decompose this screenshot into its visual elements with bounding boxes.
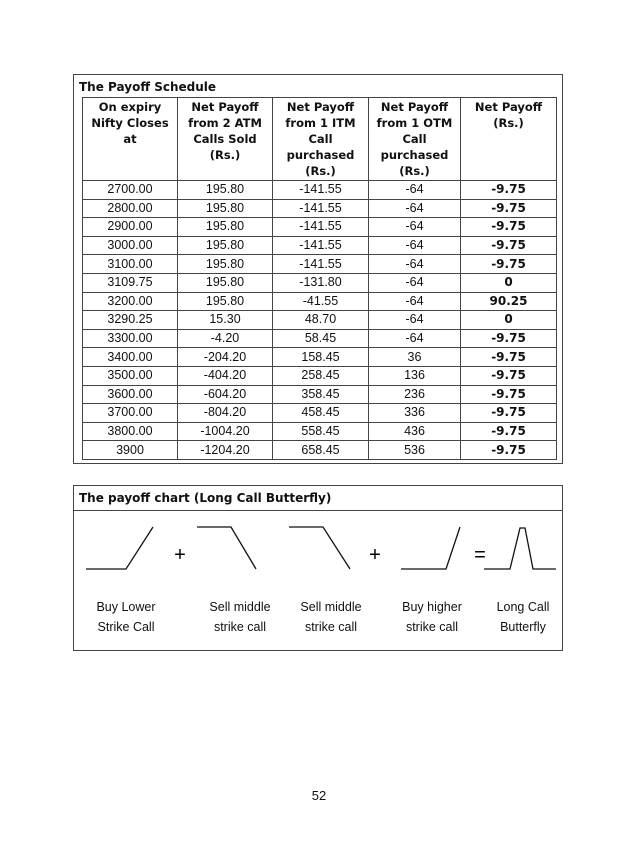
sell-middle-strike-call-diagram-2	[289, 527, 350, 569]
table-row	[83, 385, 557, 404]
nifty-close-cell: 3290.25	[83, 311, 178, 330]
itm-call-cell: -141.55	[273, 181, 369, 200]
atm-calls-sold-cell: -1004.20	[178, 422, 273, 441]
net-payoff-cell: -9.75	[461, 348, 557, 367]
payoff-chart-title: The payoff chart (Long Call Butterfly)	[79, 491, 332, 505]
itm-call-cell: -41.55	[273, 292, 369, 311]
net-payoff-cell: -9.75	[461, 329, 557, 348]
nifty-close-cell: 3800.00	[83, 422, 178, 441]
otm-call-cell: -64	[369, 311, 461, 330]
atm-calls-sold-cell: 195.80	[178, 255, 273, 274]
nifty-close-cell: 3100.00	[83, 255, 178, 274]
otm-call-cell: -64	[369, 218, 461, 237]
itm-call-cell: -141.55	[273, 236, 369, 255]
atm-calls-sold-cell: 195.80	[178, 199, 273, 218]
nifty-close-cell: 3700.00	[83, 404, 178, 423]
nifty-close-cell: 3400.00	[83, 348, 178, 367]
nifty-close-cell: 3900	[83, 441, 178, 460]
atm-calls-sold-cell: 195.80	[178, 218, 273, 237]
table-row	[83, 441, 557, 460]
equals-operator: =	[474, 544, 486, 566]
table-header-row	[83, 98, 557, 181]
atm-calls-sold-cell: -1204.20	[178, 441, 273, 460]
nifty-close-cell: 2900.00	[83, 218, 178, 237]
itm-call-cell: -141.55	[273, 218, 369, 237]
atm-calls-sold-cell: -4.20	[178, 329, 273, 348]
itm-call-cell: 258.45	[273, 366, 369, 385]
nifty-close-cell: 3200.00	[83, 292, 178, 311]
nifty-close-cell: 3109.75	[83, 273, 178, 292]
net-payoff-cell: 0	[461, 273, 557, 292]
header-atm-calls-sold: Net Payoff from 2 ATM Calls Sold (Rs.)	[178, 98, 273, 181]
net-payoff-cell: -9.75	[461, 422, 557, 441]
otm-call-cell: 536	[369, 441, 461, 460]
table-row	[83, 348, 557, 367]
nifty-close-cell: 2800.00	[83, 199, 178, 218]
caption-sell-middle-strike-call-1: Sell middle strike call	[209, 600, 271, 634]
table-row	[83, 255, 557, 274]
table-row	[83, 422, 557, 441]
otm-call-cell: -64	[369, 329, 461, 348]
otm-call-cell: 136	[369, 366, 461, 385]
nifty-close-cell: 3600.00	[83, 385, 178, 404]
header-otm-call-purchased: Net Payoff from 1 OTM Call purchased (Rs.)	[369, 98, 461, 181]
header-nifty-close: On expiry Nifty Closes at	[83, 98, 178, 181]
otm-call-cell: -64	[369, 255, 461, 274]
nifty-close-cell: 3500.00	[83, 366, 178, 385]
page-number: 52	[311, 788, 327, 803]
payoff-schedule-table	[82, 97, 557, 460]
caption-buy-lower-strike-call: Buy Lower Strike Call	[96, 600, 156, 634]
atm-calls-sold-cell: 195.80	[178, 236, 273, 255]
table-row	[83, 181, 557, 200]
otm-call-cell: 436	[369, 422, 461, 441]
plus-operator-1: +	[174, 544, 186, 566]
payoff-chart-box	[73, 485, 563, 651]
net-payoff-cell: 0	[461, 311, 557, 330]
atm-calls-sold-cell: -404.20	[178, 366, 273, 385]
itm-call-cell: 158.45	[273, 348, 369, 367]
nifty-close-cell: 3000.00	[83, 236, 178, 255]
net-payoff-cell: -9.75	[461, 441, 557, 460]
table-row	[83, 404, 557, 423]
atm-calls-sold-cell: -604.20	[178, 385, 273, 404]
itm-call-cell: 48.70	[273, 311, 369, 330]
atm-calls-sold-cell: 195.80	[178, 273, 273, 292]
net-payoff-cell: 90.25	[461, 292, 557, 311]
net-payoff-cell: -9.75	[461, 366, 557, 385]
itm-call-cell: 658.45	[273, 441, 369, 460]
table-row	[83, 329, 557, 348]
long-call-butterfly-diagram	[484, 528, 556, 569]
itm-call-cell: -141.55	[273, 255, 369, 274]
payoff-schedule-box	[73, 74, 563, 464]
otm-call-cell: -64	[369, 199, 461, 218]
table-row	[83, 218, 557, 237]
otm-call-cell: -64	[369, 181, 461, 200]
nifty-close-cell: 2700.00	[83, 181, 178, 200]
itm-call-cell: 458.45	[273, 404, 369, 423]
otm-call-cell: 236	[369, 385, 461, 404]
caption-long-call-butterfly: Long Call Butterfly	[496, 600, 550, 634]
itm-call-cell: -131.80	[273, 273, 369, 292]
buy-lower-strike-call-diagram	[86, 527, 153, 569]
itm-call-cell: 558.45	[273, 422, 369, 441]
atm-calls-sold-cell: 195.80	[178, 181, 273, 200]
header-itm-call-purchased: Net Payoff from 1 ITM Call purchased (Rs.)	[273, 98, 369, 181]
payoff-table-body	[83, 181, 557, 460]
otm-call-cell: 336	[369, 404, 461, 423]
atm-calls-sold-cell: -804.20	[178, 404, 273, 423]
sell-middle-strike-call-diagram-1	[197, 527, 256, 569]
nifty-close-cell: 3300.00	[83, 329, 178, 348]
table-row	[83, 366, 557, 385]
table-row	[83, 311, 557, 330]
net-payoff-cell: -9.75	[461, 218, 557, 237]
otm-call-cell: -64	[369, 236, 461, 255]
atm-calls-sold-cell: -204.20	[178, 348, 273, 367]
buy-higher-strike-call-diagram	[401, 527, 460, 569]
net-payoff-cell: -9.75	[461, 404, 557, 423]
net-payoff-cell: -9.75	[461, 385, 557, 404]
atm-calls-sold-cell: 195.80	[178, 292, 273, 311]
atm-calls-sold-cell: 15.30	[178, 311, 273, 330]
itm-call-cell: 58.45	[273, 329, 369, 348]
payoff-schedule-title: The Payoff Schedule	[79, 80, 217, 94]
table-row	[83, 292, 557, 311]
table-row	[83, 236, 557, 255]
net-payoff-cell: -9.75	[461, 236, 557, 255]
otm-call-cell: -64	[369, 273, 461, 292]
itm-call-cell: 358.45	[273, 385, 369, 404]
caption-sell-middle-strike-call-2: Sell middle strike call	[300, 600, 362, 634]
plus-operator-2: +	[369, 544, 381, 566]
table-row	[83, 199, 557, 218]
otm-call-cell: -64	[369, 292, 461, 311]
net-payoff-cell: -9.75	[461, 181, 557, 200]
itm-call-cell: -141.55	[273, 199, 369, 218]
header-net-payoff: Net Payoff (Rs.)	[461, 98, 557, 181]
table-row	[83, 273, 557, 292]
otm-call-cell: 36	[369, 348, 461, 367]
caption-buy-higher-strike-call: Buy higher strike call	[402, 600, 462, 634]
net-payoff-cell: -9.75	[461, 199, 557, 218]
net-payoff-cell: -9.75	[461, 255, 557, 274]
